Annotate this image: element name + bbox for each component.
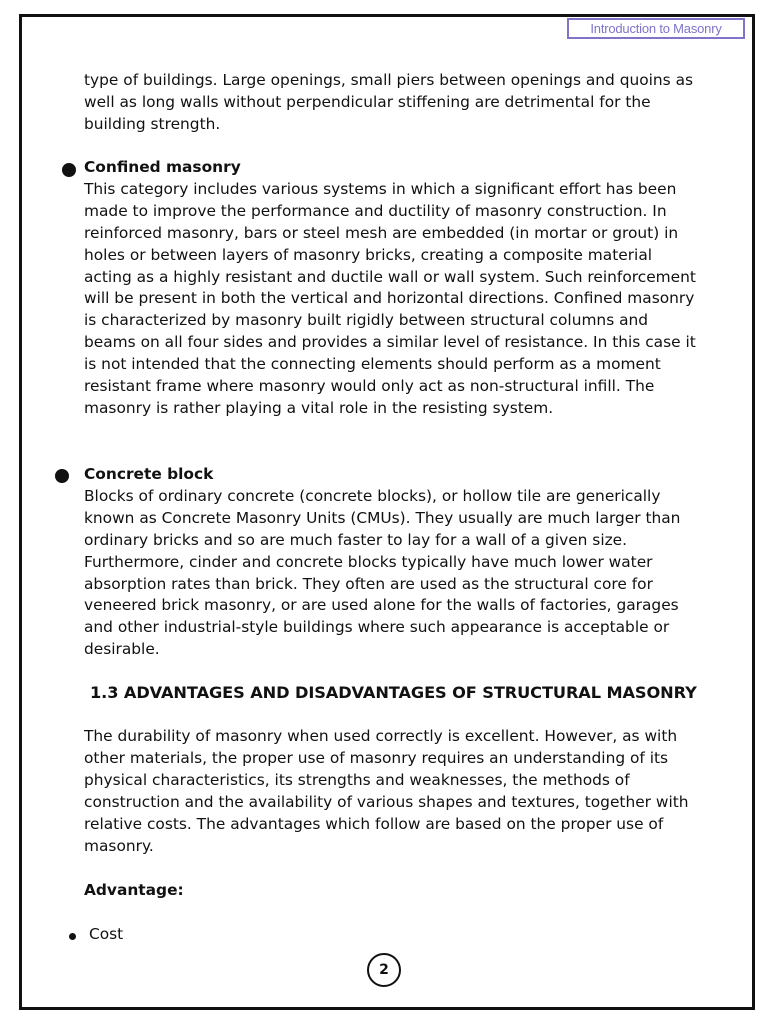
concrete-block-section [84,464,704,661]
list-bullet-icon [69,933,76,940]
section-heading: 1.3 ADVANTAGES AND DISADVANTAGES OF STRUCTURAL MASONRY [90,683,697,702]
section-paragraph: The durability of masonry when used correctly is excellent. However, as with other materials, the proper use of masonry requires an understanding of its physical characteristics, its strengths and weaknesses, the methods of construction and the availability of various shapes and textures, together with relative costs. The advantages which follow are based on the proper use of masonry. [84,727,689,855]
bullet-dot-icon [55,469,69,483]
advantage-label: Advantage: [84,881,184,899]
advantage-list-item: Cost [89,925,124,943]
intro-paragraph: type of buildings. Large openings, small piers between openings and quoins as well as long walls without perpendicular stiffening are detrimental for the building strength. [84,71,694,133]
page-number: 2 [367,953,401,987]
bullet-dot-icon [62,163,76,177]
concrete-block-paragraph: Blocks of ordinary concrete (concrete blocks), or hollow tile are generically known as Concrete Masonry Units (CMUs). They usually are much larger than ordinary bricks and so are much faster to lay for a wall of a given size. Furthermore, cinder and concrete blocks typically have much lower water absorption rates than brick. They often are used as the structural core for veneered brick masonry, or are used alone for the walls of factories, garages and other industrial-style buildings where such appearance is acceptable or desirable. [84,486,681,659]
concrete-block-title: Concrete block [84,465,214,483]
section-body-block [84,726,704,857]
confined-masonry-paragraph: This category includes various systems in which a significant effort has been made to improve the performance and ductility of masonry construction. In reinforced masonry, bars or steel mesh are embedded (in mortar or grout) in holes or between layers of masonry bricks, creating a composite material acting as a highly resistant and ductile wall or wall system. Such reinforcement will be present in both the vertical and horizontal directions. Confined masonry is characterized by masonry built rigidly between structural columns and beams on all four sides and provides a similar level of resistance. In this case it is not intended that the connecting elements should perform as a moment resistant frame where masonry would only act as non-structural infill. The masonry is rather playing a vital role in the resisting system. [84,179,696,417]
confined-masonry-section [84,157,704,420]
chapter-header-tag: Introduction to Masonry [567,18,745,39]
confined-masonry-title: Confined masonry [84,158,241,176]
intro-paragraph-block [84,70,704,136]
